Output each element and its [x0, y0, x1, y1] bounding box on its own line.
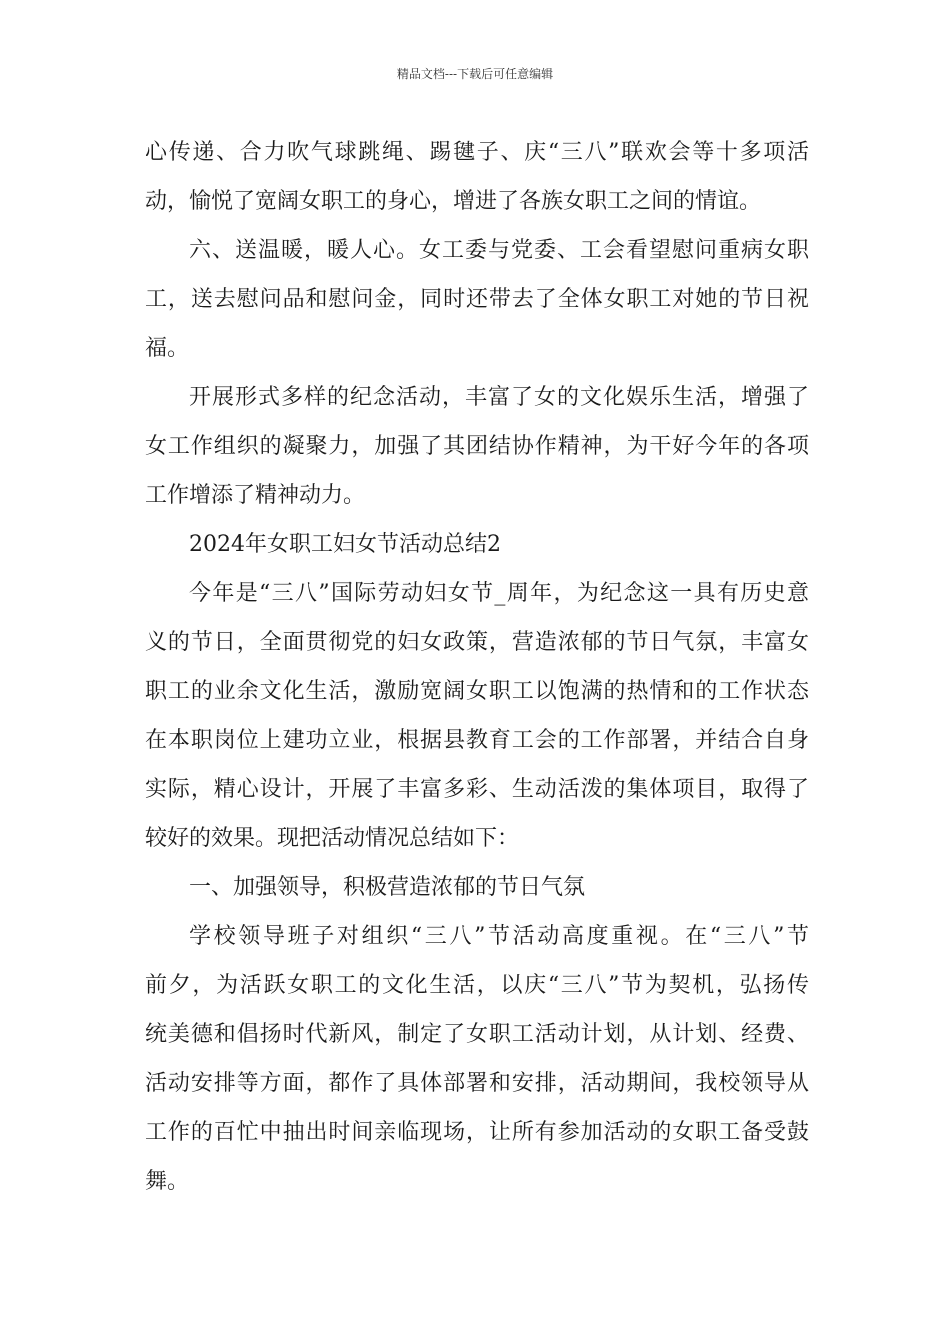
body-line: 开展形式多样的纪念活动，丰富了女的文化娱乐生活，增强了 [189, 385, 809, 410]
body-line: 福。 [145, 336, 190, 361]
body-line: 较好的效果。现把活动情况总结如下： [145, 826, 520, 851]
document-body [145, 128, 809, 1206]
body-line: 今年是“三八”国际劳动妇女节_周年，为纪念这一具有历史意 [189, 581, 809, 606]
body-line: 工，送去慰问品和慰问金，同时还带去了全体女职工对她的节日祝 [145, 287, 809, 312]
body-line: 活动安排等方面，都作了具体部署和安排，活动期间，我校领导从 [145, 1071, 809, 1096]
body-line: 工作的百忙中抽出时间亲临现场，让所有参加活动的女职工备受鼓 [145, 1120, 809, 1145]
body-line: 在本职岗位上建功立业，根据县教育工会的工作部署，并结合自身 [145, 728, 809, 753]
page-header: 精品文档---下载后可任意编辑 [396, 67, 554, 81]
body-line: 职工的业余文化生活，激励宽阔女职工以饱满的热情和的工作状态 [145, 679, 809, 704]
body-line: 女工作组织的凝聚力，加强了其团结协作精神，为干好今年的各项 [145, 434, 809, 459]
body-line: 动，愉悦了宽阔女职工的身心，增进了各族女职工之间的情谊。 [145, 189, 762, 214]
body-line: 心传递、合力吹气球跳绳、踢毽子、庆“三八”联欢会等十多项活 [145, 140, 809, 165]
body-line: 学校领导班子对组织“三八”节活动高度重视。在“三八”节 [189, 924, 809, 949]
body-line: 工作增添了精神动力。 [145, 483, 366, 508]
body-line: 义的节日，全面贯彻党的妇女政策，营造浓郁的节日气氛，丰富女 [145, 630, 809, 655]
body-line: 前夕，为活跃女职工的文化生活，以庆“三八”节为契机，弘扬传 [145, 973, 809, 998]
body-line: 实际，精心设计，开展了丰富多彩、生动活泼的集体项目，取得了 [145, 777, 809, 802]
body-line: 统美德和倡扬时代新风，制定了女职工活动计划，从计划、经费、 [145, 1022, 809, 1047]
body-line: 六、送温暖，暖人心。女工委与党委、工会看望慰问重病女职 [189, 238, 809, 263]
body-line: 舞。 [145, 1169, 190, 1194]
section-heading: 一、加强领导，积极营造浓郁的节日气氛 [189, 875, 586, 900]
section-title: 2024年女职工妇女节活动总结2 [189, 532, 501, 557]
